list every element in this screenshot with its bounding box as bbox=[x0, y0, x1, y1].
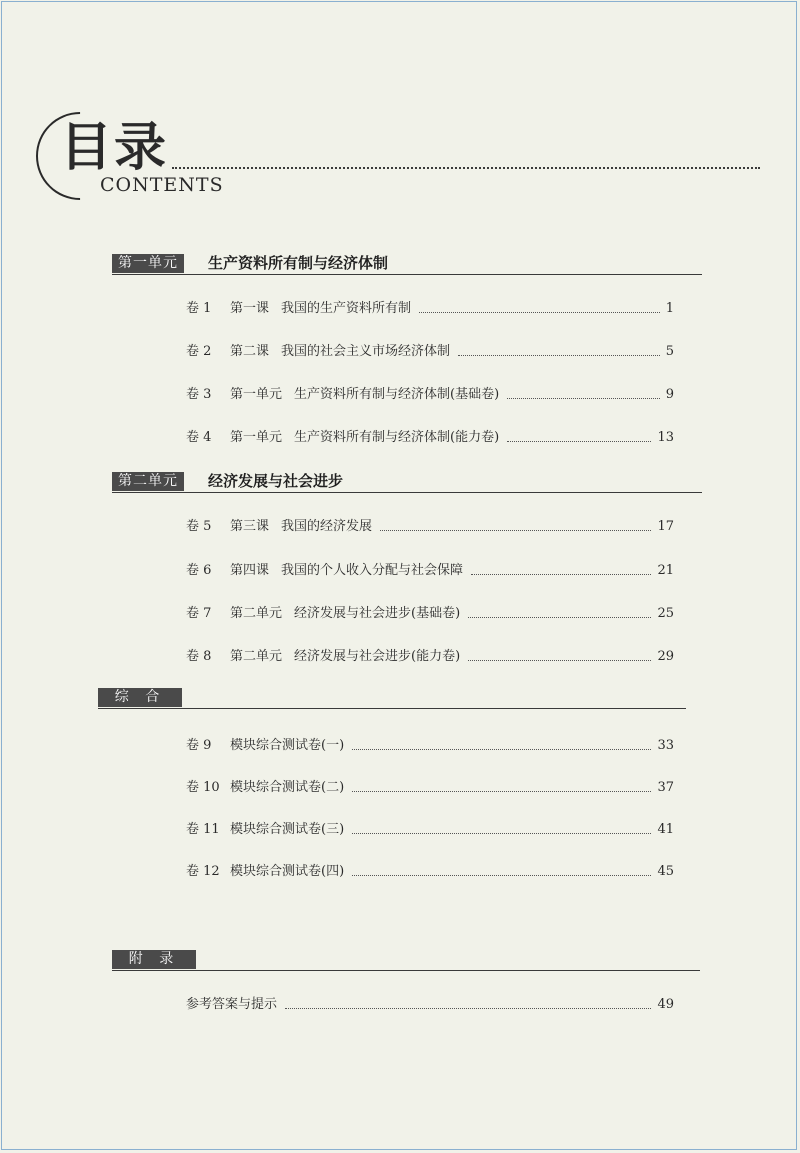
entry-name: 模块综合测试卷(二) bbox=[230, 780, 345, 795]
entry-lesson: 第四课 bbox=[230, 563, 270, 578]
entry-volume: 卷 2 bbox=[186, 344, 212, 359]
entry-volume: 卷 6 bbox=[186, 563, 212, 578]
toc-entry[interactable] bbox=[186, 384, 674, 404]
entry-name: 我国的生产资料所有制 bbox=[281, 301, 412, 316]
dot-leader bbox=[458, 354, 660, 356]
entry-lesson: 第三课 bbox=[230, 519, 270, 534]
toc-entry[interactable] bbox=[186, 646, 674, 666]
dot-leader bbox=[419, 311, 660, 313]
toc-entry[interactable] bbox=[186, 298, 674, 318]
toc-entry[interactable] bbox=[186, 777, 674, 797]
entry-volume: 卷 10 bbox=[186, 780, 220, 795]
entry-name: 经济发展与社会进步(能力卷) bbox=[294, 649, 461, 664]
section-title: 经济发展与社会进步 bbox=[208, 472, 344, 490]
entry-name: 模块综合测试卷(三) bbox=[230, 822, 345, 837]
entry-page: 13 bbox=[657, 430, 674, 445]
page-subtitle: CONTENTS bbox=[100, 174, 224, 196]
entry-lesson: 第二单元 bbox=[230, 606, 283, 621]
entry-page: 17 bbox=[657, 519, 674, 534]
entry-name: 经济发展与社会进步(基础卷) bbox=[294, 606, 461, 621]
entry-page: 33 bbox=[657, 738, 674, 753]
entry-name: 参考答案与提示 bbox=[186, 997, 278, 1012]
toc-entry[interactable] bbox=[186, 819, 674, 839]
entry-volume: 卷 8 bbox=[186, 649, 212, 664]
entry-lesson: 第二课 bbox=[230, 344, 270, 359]
entry-volume: 卷 7 bbox=[186, 606, 212, 621]
entry-page: 29 bbox=[657, 649, 674, 664]
entry-page: 25 bbox=[657, 606, 674, 621]
section-appendix bbox=[112, 950, 700, 971]
toc-entry[interactable] bbox=[186, 560, 674, 580]
section-unit-1 bbox=[112, 254, 702, 275]
section-comprehensive bbox=[98, 688, 686, 709]
dot-leader bbox=[468, 659, 651, 661]
dot-leader bbox=[352, 748, 651, 750]
entry-lesson: 第一单元 bbox=[230, 387, 283, 402]
entry-volume: 卷 1 bbox=[186, 301, 212, 316]
entry-page: 41 bbox=[657, 822, 674, 837]
dot-leader bbox=[380, 529, 651, 531]
dot-leader bbox=[285, 1007, 651, 1009]
section-tag: 附 录 bbox=[112, 950, 196, 969]
entry-volume: 卷 4 bbox=[186, 430, 212, 445]
dot-leader bbox=[352, 874, 651, 876]
entry-page: 37 bbox=[657, 780, 674, 795]
dot-leader bbox=[471, 573, 651, 575]
dot-leader bbox=[507, 397, 660, 399]
entry-page: 5 bbox=[665, 344, 674, 359]
entry-lesson: 第二单元 bbox=[230, 649, 283, 664]
section-title: 生产资料所有制与经济体制 bbox=[208, 254, 389, 272]
toc-entry[interactable] bbox=[186, 427, 674, 447]
section-tag: 综 合 bbox=[98, 688, 182, 707]
toc-entry[interactable] bbox=[186, 735, 674, 755]
entry-volume: 卷 12 bbox=[186, 864, 220, 879]
entry-lesson: 第一单元 bbox=[230, 430, 283, 445]
entry-page: 45 bbox=[657, 864, 674, 879]
toc-entry[interactable] bbox=[186, 861, 674, 881]
toc-entry[interactable] bbox=[186, 516, 674, 536]
entry-name: 我国的个人收入分配与社会保障 bbox=[281, 563, 464, 578]
page-title: 目录 bbox=[60, 118, 169, 178]
dot-leader bbox=[507, 440, 651, 442]
entry-volume: 卷 11 bbox=[186, 822, 220, 837]
dot-leader bbox=[468, 616, 651, 618]
entry-page: 21 bbox=[657, 563, 674, 578]
entry-name: 我国的经济发展 bbox=[281, 519, 373, 534]
entry-name: 模块综合测试卷(四) bbox=[230, 864, 345, 879]
section-tag: 第二单元 bbox=[112, 472, 184, 491]
toc-entry[interactable] bbox=[186, 603, 674, 623]
entry-name: 生产资料所有制与经济体制(基础卷) bbox=[294, 387, 500, 402]
toc-entry[interactable] bbox=[186, 994, 674, 1014]
entry-page: 1 bbox=[665, 301, 674, 316]
entry-volume: 卷 5 bbox=[186, 519, 212, 534]
entry-volume: 卷 9 bbox=[186, 738, 212, 753]
section-unit-2 bbox=[112, 472, 702, 493]
entry-name: 模块综合测试卷(一) bbox=[230, 738, 345, 753]
dot-leader bbox=[352, 790, 651, 792]
entry-volume: 卷 3 bbox=[186, 387, 212, 402]
entry-name: 我国的社会主义市场经济体制 bbox=[281, 344, 451, 359]
entry-lesson: 第一课 bbox=[230, 301, 270, 316]
title-dotted-rule bbox=[172, 167, 760, 169]
toc-entry[interactable] bbox=[186, 341, 674, 361]
entry-name: 生产资料所有制与经济体制(能力卷) bbox=[294, 430, 500, 445]
toc-header bbox=[30, 112, 760, 202]
section-tag: 第一单元 bbox=[112, 254, 184, 273]
entry-page: 9 bbox=[665, 387, 674, 402]
dot-leader bbox=[352, 832, 651, 834]
entry-page: 49 bbox=[657, 997, 674, 1012]
